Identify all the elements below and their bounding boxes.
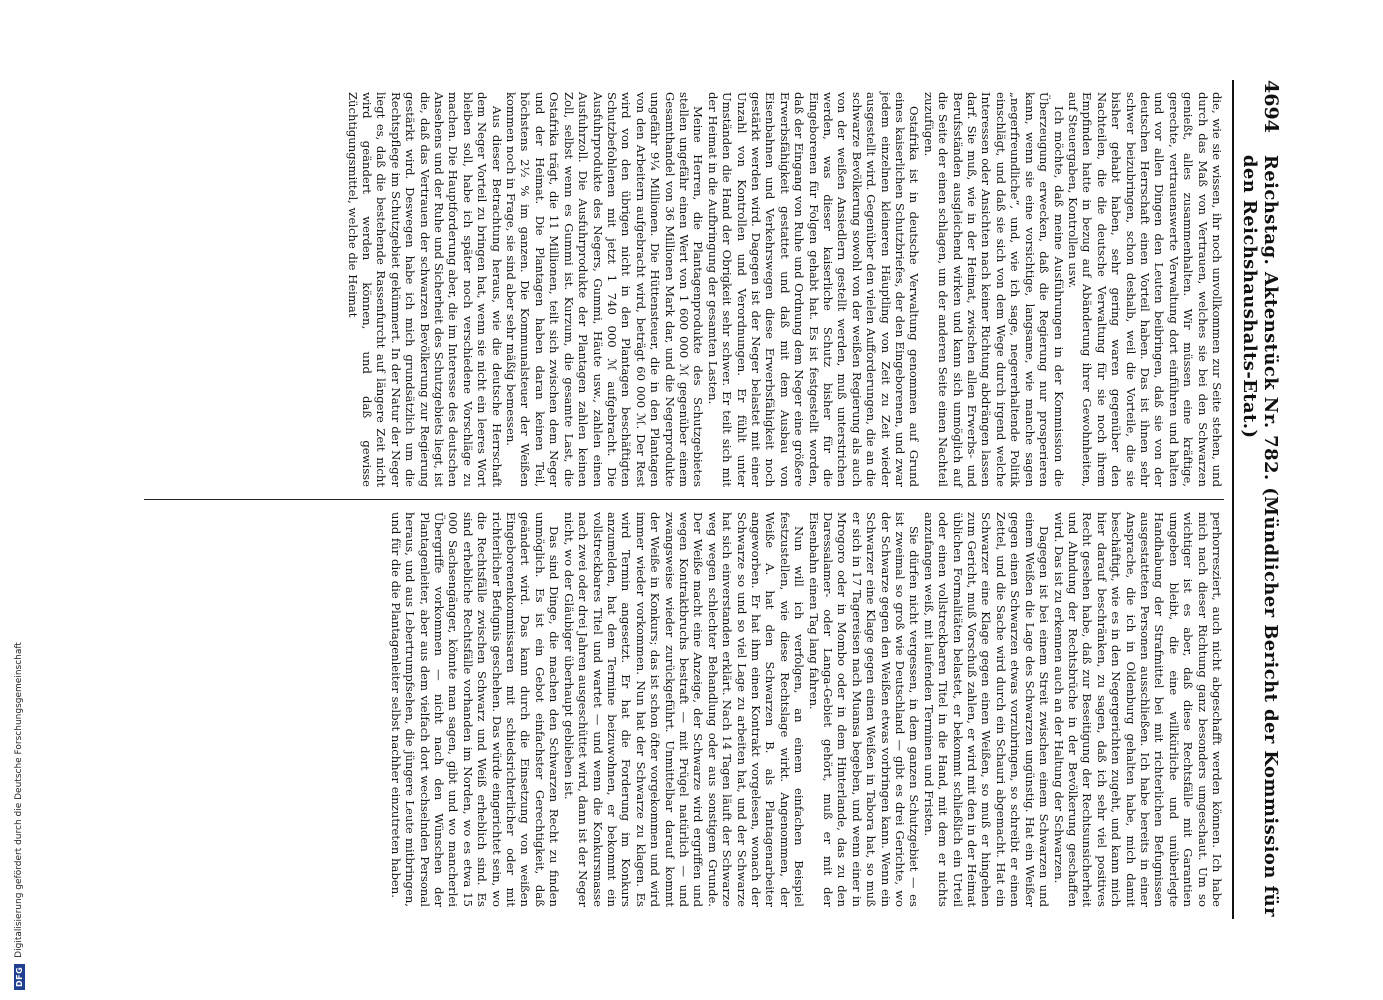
right-column [144, 499, 1224, 919]
dfg-logo: DFG [14, 964, 25, 990]
paragraph: perhorresziert, auch nicht abgeschafft werden können. Ich habe mich nach dieser Richtung ganz besonders umgeschaut. Um so wichtiger ist es aber, daß diese Rechtsfälle mit Garantien umgeben bleibt, die eine willkürliche und unüberlegte Handhabung der Strafmittel bei mit richterlichen Befugnissen ausgestatteten Personen ausschließen. Ich habe bereits in einer Ansprache, die ich in Oldenburg gehalten habe, mich damit beschäftigt, wie es in den Negergerichten zugeht, und kann mich hier darauf beschränken, zu sagen, daß ich sehr viel positives Recht gesehen habe, daß zur Beseitigung der Rechtsunsicherheit und Ahndung der Rechtsbrüche in der Bevölkerung geschaffen wird. Das ist zu erkennen auch an der Haltung der Schwarzen. [1051, 512, 1224, 907]
paragraph: Das sind Dinge, die machen den Schwarzen Recht zu finden unmöglich. Es ist ein Gebot einfachster Gerechtigkeit, daß geändert wird. Das kann durch die Einsetzung von weißen Eingeborenenkommissaren mit schiedsrichterlicher oder mit richterlicher Befugnis geschehen. Das würde eingerichtet sein, wo die Rechtsfälle zwischen Schwarz und Weiß erheblich sind. Es sind erhebliche Rechtsfälle vorhanden im Norden, wo es etwa 15 000 Sachsengänger, könnte man sagen, gibt und wo mancherlei Übergriffe vorkommen — nicht nach den Wünschen der Plantagenleiter, aber aus dem vielfach dort wechselnden Personal heraus, und aus Lebertrumpfsehen, die jüngere Leute mitbringen, und für die die Plantagenleiter selbst nachher einzutreten haben. [388, 512, 562, 907]
text-columns [144, 80, 1224, 919]
document-page [90, 62, 1290, 937]
page-header [1232, 80, 1282, 919]
paragraph: die, wie sie wissen, ihr noch unvollkommen zur Seite stehen, und durch das Maß von Vertrauen, welches sie bei den Schwarzen genießt, alles zusammenhalten. Wir müssen eine kräftige, gerechte, vertrauenswerte Verwaltung dort einführen und halten und vor allen Dingen den Leuten beibringen, daß sie von der deutschen Herrschaft einen Vorteil haben. Das ist ihnen sehr schwer beizubringen, schon deshalb, weil die Vorteile, die sie bisher gehabt haben, sehr gering waren gegenüber den Nachteilen, die die deutsche Verwaltung für sie noch ihrem Empfinden hatte in bezug auf Abänderung ihrer Gewohnheiten, auf Steuergaben, Kontrollen usw. [1065, 92, 1224, 487]
page-wrap [90, 62, 1290, 937]
paragraph: Ich möchte, daß meine Ausführungen in der Kommission die Überzeugung erwecken, daß die Regierung nur prosperieren kann, wenn sie eine vorsichtige, langsame, wie manche sagen „negerfreundliche“, und, wie ich sage, negererhaltende Politik einschlägt, und daß sie sich von dem Wege durch irgend welche Interessen oder Ansichten nach keiner Richtung abdrängen lassen darf. Sie muß, wie in der Heimat, zwischen allen Erwerbs- und Berufsständen ausgleichend wirken und kann sich unmöglich auf die Seite der einen schlagen, um der anderen Seite einen Nachteil zuzufügen. [921, 92, 1066, 487]
paragraph: Dagegen ist bei einem Streit zwischen einem Schwarzen und einem Weißen die Lage des Schwarzen ungünstig. Hat ein Weißer gegen einen Schwarzen etwas vorzubringen, so schreibt er einen Zettel, und die Sache wird durch ein Schauri abgemacht. Hat ein Schwarzer eine Klage gegen einen Weißen, so muß er hingehen zum Gericht, muß Vorschuß zahlen, er wird mit den in der Heimat üblichen Formalitäten belastet, er bekommt schließlich ein Urteil oder einen vollstreckbaren Titel in die Hand, mit dem er nichts anzufangen weiß, mit laufenden Terminen und Fristen. [921, 512, 1052, 907]
paragraph: Nun will ich verfolgen, an einem einfachen Beispiel festzustellen, wie diese Rechtslage wirkt. Angenommen, der Weiße A. hat den Schwarzen B. als Plantagenarbeiter angeworben. Er hat ihm einen Kontrakt vorgelesen, wonach der Schwarze so und so viel Lage zu arbeiten hat, und der Schwarze hat sich einverstanden erklärt. Nach 14 Tagen läuft der Schwarze weg wegen schlechter Behandlung oder aus sonstigem Grunde. Der Weiße macht eine Anzeige, der Schwarze wird ergriffen und wegen Kontraktbruchs bestraft — mit Prügel natürlich — und zwangsweise wieder zurückgeführt. Unmittelbar darauf kommt der Weiße in Konkurs; das ist schon öfter vorgekommen und wird immer wieder vorkommen. Nun hat der Schwarze zu klagen. Es wird Termin angesetzt. Er hat die Forderung im Konkurs anzumelden, hat dem Termine beizuwohnen, er bekommt ein vollstreckbares Titel und wartet — und wenn die Konkursmasse nach zwei oder drei Jahren ausgeschüttet wird, dann ist der Neger nicht, wo der Gläubiger überhaupt geblieben ist. [561, 512, 807, 907]
paragraph: Aus dieser Betrachtung heraus, wie die deutsche Herrschaft dem Neger Vorteil zu bringen hat, wenn sie nicht ein leeres Wort bleiben soll, habe ich später noch verschiedene Vorschläge zu machen. Die Hauptforderung aber, die im Interesse des deutschen Ansehens und der Ruhe und Sicherheit des Schutzgebiets liegt, ist die, daß das Vertrauen der schwarzen Bevölkerung zur Regierung gestärkt wird. Deswegen habe ich mich grundsätzlich um die Rechtspflege im Schutzgebiet gekümmert. In der Natur der Neger liegt es, daß die bestehende Rassenfurcht auf längere Zeit nicht wird geändert werden können, und daß gewisse Züchtigungsmittel, welche die Heimat [345, 92, 504, 487]
paragraph: Ostafrika ist in deutsche Verwaltung genommen auf Grund eines kaiserlichen Schutzbriefes, der den Eingeborenen, und zwar jedem einzelnen kleineren Häuptling von Zeit zu Zeit wieder ausgestellt wird. Gegenüber den vielen Aufforderungen, die an die schwarze Bevölkerung sowohl von der weißen Regierung als auch von der weißen Ansiedlern gestellt werden, muß unterstrichen werden, was dieser kaiserliche Schutz bisher für die Eingeborenen für Folgen gehabt hat. Es ist festgestellt worden, daß der Eingang von Ruhe und Ordnung dem Neger eine größere Erwerbsfähigkeit gestattet und daß mit dem Ausbau von Eisenbahnen und Verkehrswegen diese Erwerbsfähigkeit noch gestärkt werden wird. Dagegen ist der Neger belastet mit einer Unzahl von Kontrollen und Verordnungen. Er fühlt unter Umständen die Hand der Obrigkeit sehr schwer. Er teilt sich mit der Heimat in die Aufbringung der gesamten Lasten. [705, 92, 922, 487]
paragraph: Meine Herren, die Plantagenprodukte des Schutzgebietes stellen ungefähr einen Wert von 1 600 000 ℳ gegenüber einem Gesamthandel von 36 Millionen Mark dar, und die Negerprodukte ungefähr 9¼ Millionen. Die Hüttensteuer, die in den Plantagen von den Arbeitern aufgebracht wird, beträgt 60 000 ℳ. Der Rest wird von den übrigen nicht in den Plantagen beschäftigten Schutzbefohlenen mit jetzt 1 740 000 ℳ aufgebracht. Die Ausfuhrprodukte des Negers, Gummi, Häute usw., zahlen einen Ausfuhrzoll. Die Ausfuhrprodukte der Plantagen zahlen keinen Zoll, selbst wenn es Gummi ist. Kurzum, die gesamte Last, die Ostafrika trägt, die 11 Millionen, teilt sich zwischen dem Neger und der Heimat. Die Plantagen haben daran keinen Teil, höchstens 2½ % im ganzen. Die Kommunalsteuer der Weißen kommen noch in Frage, sie sind aber sehr mäßig bemessen. [504, 92, 706, 487]
paragraph: Sie dürfen nicht vergessen, in dem ganzen Schutzgebiet — es ist zweimal so groß wie Deutschland — gibt es drei Gerichte, wo der Schwarze gegen den Weißen etwas vorbringen kann. Wenn ein Schwarzer eine Klage gegen einen Weißen in Tabora hat, so muß er sich in 17 Tagereisen nach Muansa begeben, und wenn einer in Mrogoro oder in Mombo oder in dem Hinterlande, das zu den Daressalamer- oder Langa-Gebiet gehört, muß er mit der Eisenbahn einen Tag lang fahren. [806, 512, 922, 907]
digitization-credit [10, 10, 28, 990]
running-title: Reichstag. Aktenstück Nr. 782. (Mündlicher Bericht der Kommission für den Reichshaushalts-Etat.) [1239, 154, 1281, 917]
credit-text: Digitalisierung gefördert durch die Deutsche Forschungsgemeinschaft [14, 642, 24, 958]
page-number: 4694 [1260, 80, 1282, 133]
left-column [144, 80, 1224, 499]
